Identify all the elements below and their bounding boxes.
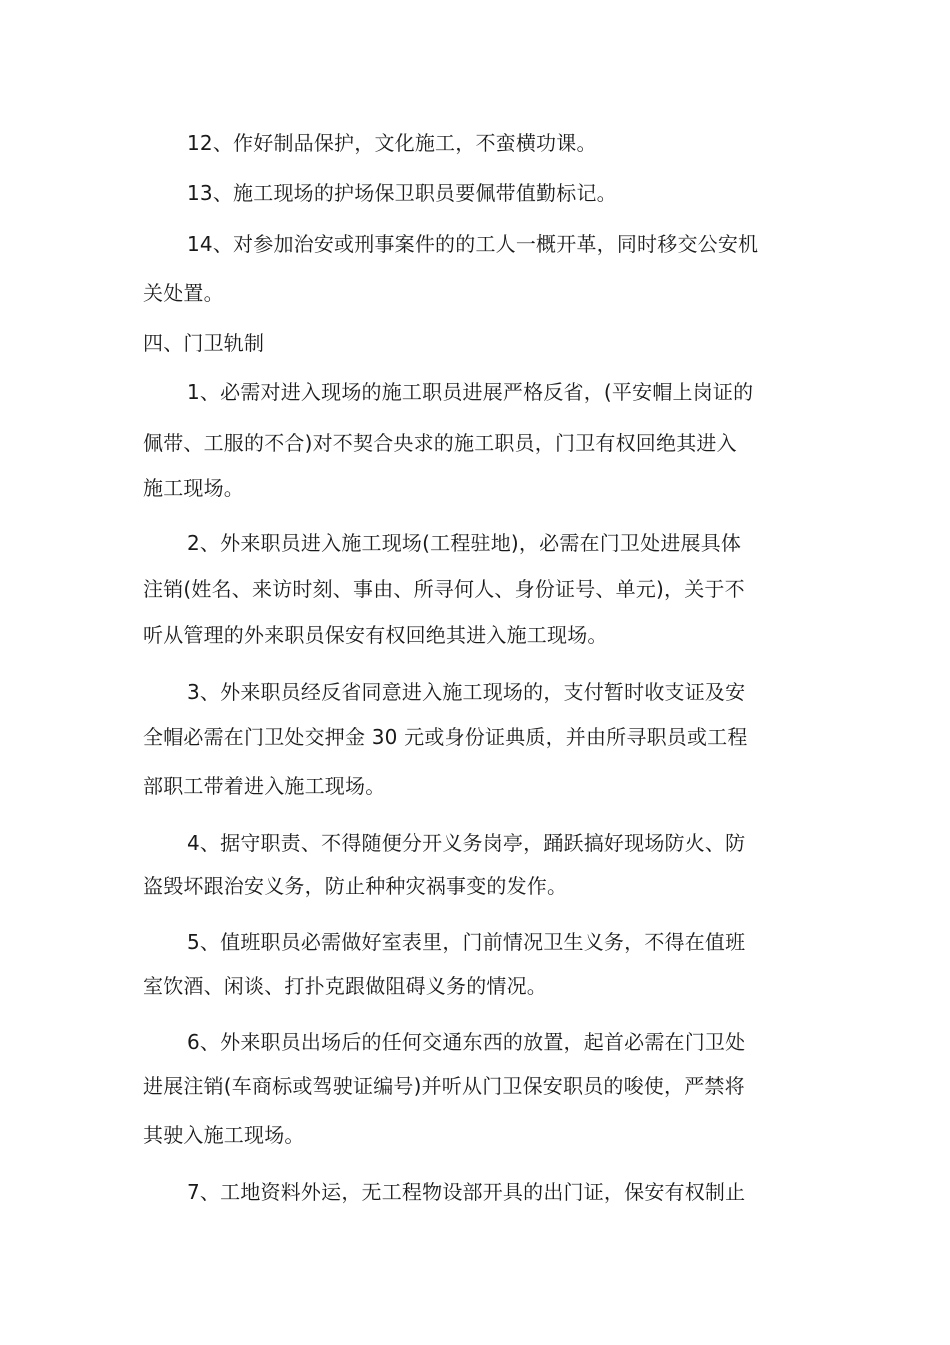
paragraph-12-line-1: 12、作好制品保护，文化施工，不蛮横功课。 <box>187 131 597 155</box>
paragraph-1-line-3: 施工现场。 <box>143 476 244 500</box>
section-heading-gate-guard: 四、门卫轨制 <box>143 331 265 355</box>
paragraph-6-line-2: 进展注销(车商标或驾驶证编号)并听从门卫保安职员的唆使，严禁将 <box>143 1074 745 1098</box>
paragraph-7-line-1: 7、工地资料外运，无工程物设部开具的出门证，保安有权制止 <box>187 1180 746 1204</box>
paragraph-14-line-2: 关处置。 <box>143 281 224 305</box>
paragraph-3-line-3: 部职工带着进入施工现场。 <box>143 774 386 798</box>
paragraph-1-line-1: 1、必需对进入现场的施工职员进展严格反省，(平安帽上岗证的 <box>187 380 754 404</box>
paragraph-4-line-2: 盗毁坏跟治安义务，防止种种灾祸事变的发作。 <box>143 874 568 898</box>
paragraph-13-line-1: 13、施工现场的护场保卫职员要佩带值勤标记。 <box>187 181 617 205</box>
paragraph-5-line-1: 5、值班职员必需做好室表里，门前情况卫生义务，不得在值班 <box>187 930 746 954</box>
paragraph-1-line-2: 佩带、工服的不合)对不契合央求的施工职员，门卫有权回绝其进入 <box>143 431 737 455</box>
paragraph-2-line-2: 注销(姓名、来访时刻、事由、所寻何人、身份证号、单元)，关于不 <box>143 577 745 601</box>
paragraph-4-line-1: 4、据守职责、不得随便分开义务岗亭，踊跃搞好现场防火、防 <box>187 831 746 855</box>
paragraph-2-line-1: 2、外来职员进入施工现场(工程驻地)，必需在门卫处进展具体 <box>187 531 742 555</box>
paragraph-14-line-1: 14、对参加治安或刑事案件的的工人一概开革，同时移交公安机 <box>187 232 759 256</box>
paragraph-6-line-3: 其驶入施工现场。 <box>143 1123 305 1147</box>
paragraph-3-line-1: 3、外来职员经反省同意进入施工现场的，支付暂时收支证及安 <box>187 680 746 704</box>
paragraph-2-line-3: 听从管理的外来职员保安有权回绝其进入施工现场。 <box>143 623 608 647</box>
paragraph-5-line-2: 室饮酒、闲谈、打扑克跟做阻碍义务的情况。 <box>143 974 547 998</box>
paragraph-3-line-2: 全帽必需在门卫处交押金 30 元或身份证典质，并由所寻职员或工程 <box>143 725 748 749</box>
paragraph-6-line-1: 6、外来职员出场后的任何交通东西的放置，起首必需在门卫处 <box>187 1030 746 1054</box>
